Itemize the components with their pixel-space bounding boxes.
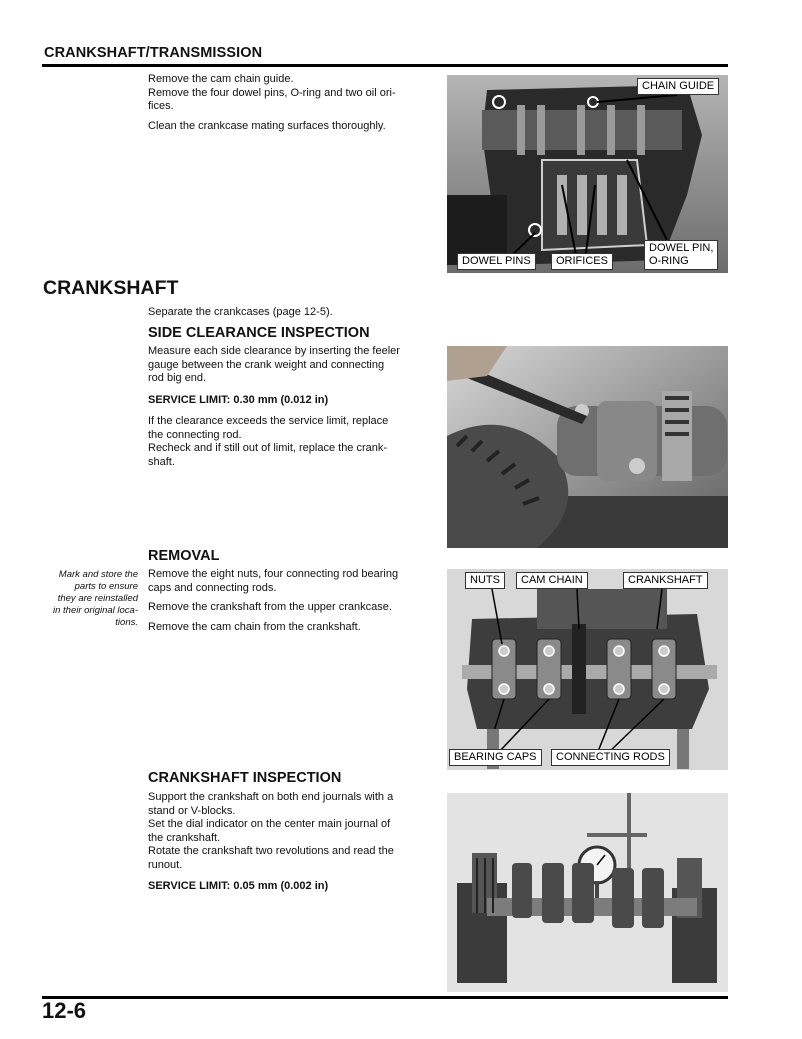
text-line: Measure each side clearance by inserting the feeler (148, 345, 400, 357)
text-line: Support the crankshaft on both end journals with a (148, 791, 394, 803)
removal-heading: REMOVAL (148, 548, 220, 564)
footer-rule (42, 996, 728, 999)
text-line: Remove the eight nuts, four connecting rod bearing (148, 568, 399, 580)
side-clearance-text (148, 345, 440, 469)
label-nuts: NUTS (465, 572, 505, 589)
text-line: Remove the cam chain from the crankshaft. (148, 620, 361, 633)
intro-line: Remove the four dowel pins, O-ring and two oil ori- (148, 86, 396, 99)
side-note-line: in their original loca- (52, 605, 138, 616)
crankshaft-heading: CRANKSHAFT (43, 277, 179, 299)
dial-indicator-photo (447, 793, 728, 992)
side-note-line: Mark and store the (58, 569, 138, 580)
dial-indicator-illustration (447, 793, 728, 992)
text-line: shaft. (148, 455, 175, 468)
text-line: stand or V-blocks. (148, 804, 236, 817)
removal-text (148, 568, 440, 634)
label-connecting-rods: CONNECTING RODS (551, 749, 670, 766)
text-line: Set the dial indicator on the center main journal of (148, 818, 391, 830)
text-line: caps and connecting rods. (148, 581, 277, 594)
header-rule (42, 64, 728, 67)
intro-line: fices. (148, 100, 174, 112)
text-line: If the clearance exceeds the service limit, replace (148, 415, 389, 427)
label-crankshaft: CRANKSHAFT (623, 572, 708, 589)
crankshaft-removal-illustration (447, 569, 728, 770)
side-note-line: parts to ensure (74, 581, 138, 592)
label-line: O-RING (649, 255, 689, 267)
crankcase-photo (447, 75, 728, 273)
label-dowel-pins: DOWEL PINS (457, 253, 536, 270)
separate-text: Separate the crankcases (page 12-5). (148, 306, 333, 318)
side-clearance-heading: SIDE CLEARANCE INSPECTION (148, 325, 370, 341)
text-line: runout. (148, 858, 183, 871)
inspection-text (148, 791, 440, 894)
label-line: DOWEL PIN, (649, 242, 714, 254)
text-line: Rotate the crankshaft two revolutions and read the (148, 845, 394, 857)
removal-side-note (38, 569, 138, 629)
intro-line: Remove the cam chain guide. (148, 73, 294, 85)
service-limit: SERVICE LIMIT: 0.05 mm (0.002 in) (148, 880, 329, 892)
inspection-heading: CRANKSHAFT INSPECTION (148, 770, 342, 786)
feeler-gauge-illustration (447, 346, 728, 548)
crankshaft-removal-photo (447, 569, 728, 770)
intro-text (148, 73, 440, 133)
text-line: the connecting rod. (148, 428, 242, 441)
label-orifices: ORIFICES (551, 253, 613, 270)
text-line: Remove the crankshaft from the upper crankcase. (148, 601, 392, 613)
text-line: rod big end. (148, 372, 207, 384)
label-bearing-caps: BEARING CAPS (449, 749, 542, 766)
side-note-line: they are reinstalled (57, 593, 138, 604)
text-line: Recheck and if still out of limit, replace the crank- (148, 442, 388, 454)
page-number: 12-6 (42, 998, 87, 1023)
section-header-title: CRANKSHAFT/TRANSMISSION (44, 45, 263, 61)
intro-line: Clean the crankcase mating surfaces thoroughly. (148, 119, 386, 132)
service-limit: SERVICE LIMIT: 0.30 mm (0.012 in) (148, 393, 329, 406)
text-line: gauge between the crank weight and connecting (148, 358, 385, 371)
label-cam-chain: CAM CHAIN (516, 572, 588, 589)
side-note-line: tions. (115, 617, 138, 628)
label-dowel-pin-o-ring (644, 240, 718, 270)
label-chain-guide: CHAIN GUIDE (637, 78, 719, 95)
text-line: the crankshaft. (148, 831, 221, 844)
feeler-gauge-photo (447, 346, 728, 548)
